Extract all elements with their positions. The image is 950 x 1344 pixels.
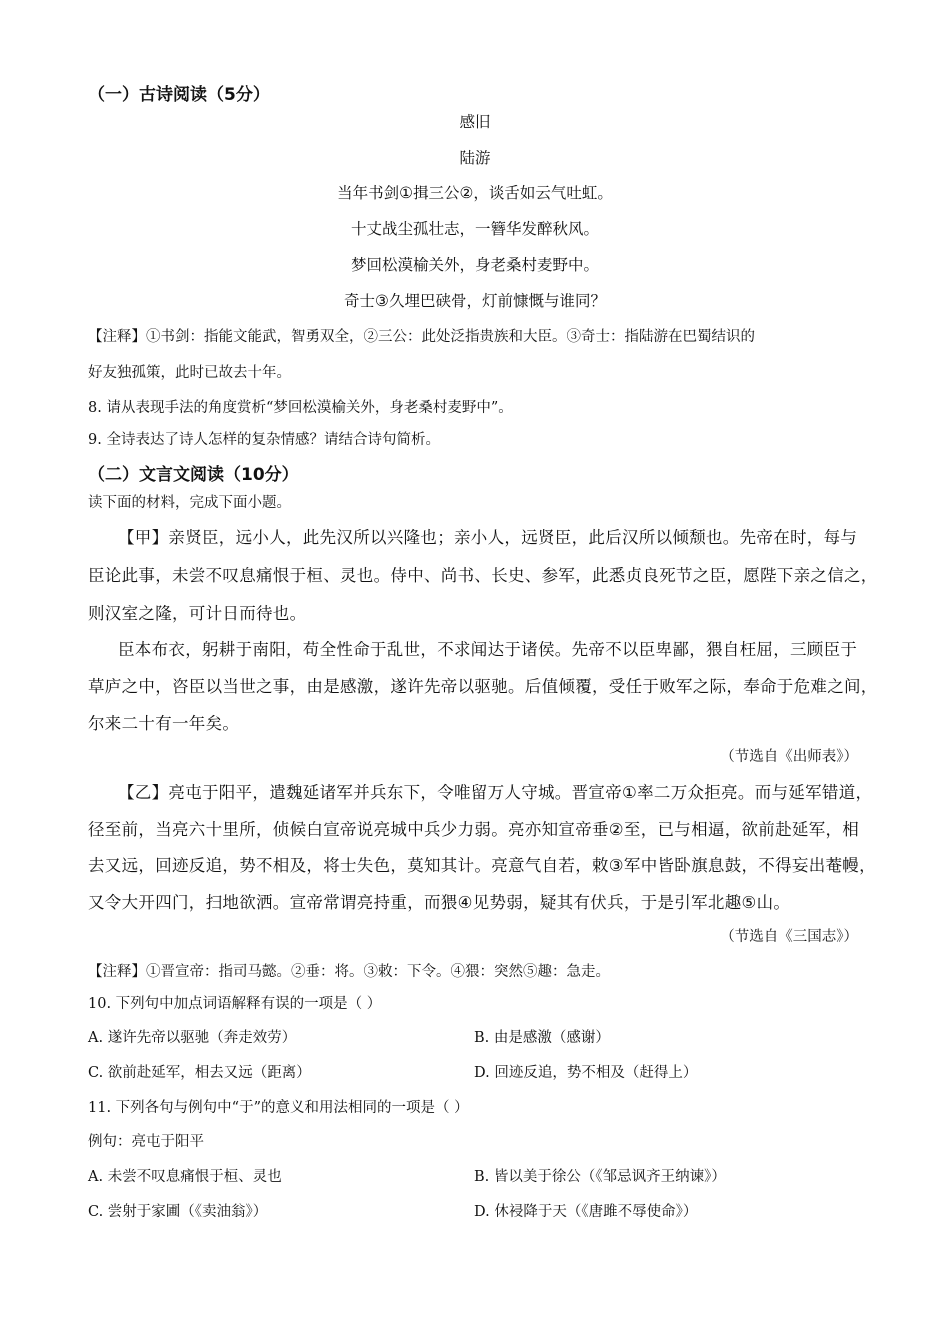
q10-option-d[interactable]: D. 回迹反追，势不相及（赶得上） xyxy=(474,1065,698,1081)
question-8: 8. 请从表现手法的角度赏析“梦回松漠榆关外，身老桑村麦野中”。 xyxy=(88,400,513,416)
question-11: 11. 下列各句与例句中“于”的意义和用法相同的一项是（ ） xyxy=(88,1100,469,1116)
poem-line: 十丈战尘孤壮志，一簪华发醉秋风。 xyxy=(350,220,599,238)
question-9: 9. 全诗表达了诗人怎样的复杂情感？请结合诗句简析。 xyxy=(88,432,440,448)
poem-annotation: 好友独孤策，此时已故去十年。 xyxy=(88,365,291,381)
q11-option-a[interactable]: A. 未尝不叹息痛恨于桓、灵也 xyxy=(88,1169,282,1185)
passage-jia-line: 尔来二十有一年矣。 xyxy=(88,714,240,733)
poem-line: 梦回松漠榆关外，身老桑村麦野中。 xyxy=(350,256,599,274)
q10-option-a[interactable]: A. 遂许先帝以驱驰（奔走效劳） xyxy=(88,1030,297,1046)
poem-line: 奇士③久埋巴硖骨，灯前慷慨与谁同？ xyxy=(344,292,606,310)
poem-author: 陆游 xyxy=(459,149,491,167)
q10-option-c[interactable]: C. 欲前赴延军，相去又远（距离） xyxy=(88,1065,311,1081)
passage-jia-source: （节选自《出师表》） xyxy=(720,749,858,765)
passage-yi-line: 径至前，当亮六十里所，侦候白宣帝说亮城中兵少力弱。亮亦知宣帝垂②至，已与相逼，欲前赴延军，相 xyxy=(88,820,860,839)
section-heading-poem: （一）古诗阅读（5分） xyxy=(88,85,270,105)
section-heading-classical: （二）文言文阅读（10分） xyxy=(88,465,299,485)
reading-instruction: 读下面的材料，完成下面小题。 xyxy=(88,495,291,511)
q11-example: 例句：亮屯于阳平 xyxy=(88,1134,204,1150)
q11-option-b[interactable]: B. 皆以美于徐公（《邹忌讽齐王纳谏》） xyxy=(474,1169,726,1185)
passage-yi-annotation: 【注释】①晋宣帝：指司马懿。②垂：将。③敕：下令。④猥：突然⑤趣：急走。 xyxy=(88,964,610,980)
poem-annotation: 【注释】①书剑：指能文能武，智勇双全，②三公：此处泛指贵族和大臣。③奇士：指陆游在巴蜀结识的 xyxy=(88,329,755,345)
q10-option-b[interactable]: B. 由是感激（感谢） xyxy=(474,1030,610,1046)
passage-yi-line: 【乙】亮屯于阳平，遣魏延诸军并兵东下，令唯留万人守城。晋宣帝①率二万众拒亮。而与延军错道， xyxy=(118,783,873,802)
passage-yi-source: （节选自《三国志》） xyxy=(720,929,858,945)
passage-jia-line: 臣论此事，未尝不叹息痛恨于桓、灵也。侍中、尚书、长史、参军，此悉贞良死节之臣，愿陛下亲之信之， xyxy=(88,566,878,585)
poem-line: 当年书剑①揖三公②，谈舌如云气吐虹。 xyxy=(337,184,613,202)
question-10: 10. 下列句中加点词语解释有误的一项是（ ） xyxy=(88,996,382,1012)
passage-yi-line: 又令大开四门，扫地欲洒。宣帝常谓亮持重，而猥④见势弱，疑其有伏兵，于是引军北趣⑤山。 xyxy=(88,893,791,912)
passage-yi-line: 去又远，回迹反追，势不相及，将士失色，莫知其计。亮意气自若，敕③军中皆卧旗息鼓，不得妄出菴幔， xyxy=(88,856,876,875)
passage-jia-line: 【甲】亲贤臣，远小人，此先汉所以兴隆也；亲小人，远贤臣，此后汉所以倾颓也。先帝在时，每与 xyxy=(118,528,858,547)
passage-jia-line: 则汉室之隆，可计日而待也。 xyxy=(88,604,307,623)
q11-option-d[interactable]: D. 休祲降于天（《唐雎不辱使命》） xyxy=(474,1204,698,1220)
q11-option-c[interactable]: C. 尝射于家圃（《卖油翁》） xyxy=(88,1204,268,1220)
passage-jia-line: 草庐之中，咨臣以当世之事，由是感激，遂许先帝以驱驰。后值倾覆，受任于败军之际，奉命于危难之间， xyxy=(88,677,878,696)
passage-jia-line: 臣本布衣，躬耕于南阳，苟全性命于乱世，不求闻达于诸侯。先帝不以臣卑鄙，猥自枉屈，三顾臣于 xyxy=(118,640,858,659)
poem-title: 感旧 xyxy=(459,113,491,131)
